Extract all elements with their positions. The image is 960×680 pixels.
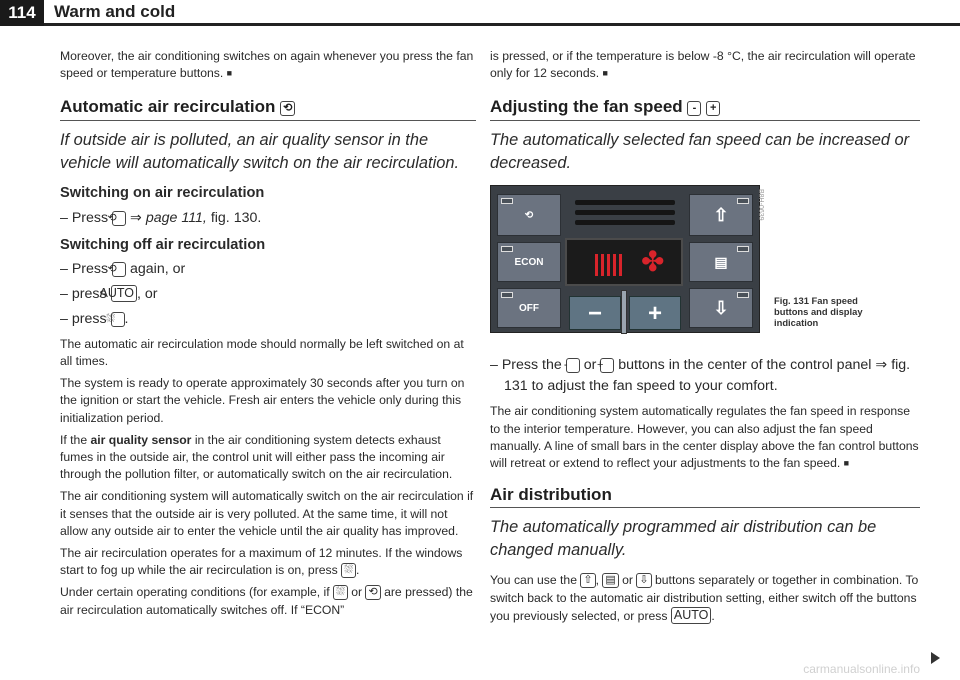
left-column — [60, 48, 476, 624]
off-panel-button: OFF — [497, 288, 561, 328]
minus-button-key: - — [566, 358, 580, 373]
vent-slot — [575, 210, 675, 215]
recirculation-button-icon: ⟲ — [365, 585, 380, 600]
plus-button-key: + — [600, 358, 614, 373]
paragraph: Under certain operating conditions (for example, if ⛆ or ⟲ are pressed) the air recirculation automatically switches off. If “ECON” — [60, 585, 473, 617]
fan-speed-bar — [619, 254, 622, 276]
continue-arrow-icon — [931, 652, 940, 664]
step-switch-on: – Press ⟲ ⇒ page 111, fig. 130. — [60, 209, 262, 226]
footwell-airflow-button-icon: ⇩ — [636, 573, 651, 588]
indicator-lamp — [737, 292, 749, 298]
figure-code: B8H-0639 — [757, 189, 765, 221]
defrost-button-icon: ⛆ — [341, 563, 356, 578]
auto-button-key: AUTO — [671, 607, 712, 624]
center-divider — [621, 290, 627, 334]
vent-slot — [575, 200, 675, 205]
upper-airflow-button-icon: ⇧ — [580, 573, 595, 588]
indicator-lamp — [501, 246, 513, 252]
step-switch-off-3: – press ⛆ . — [60, 310, 129, 327]
fan-icon: ✤ — [641, 246, 665, 278]
fan-speed-bar — [601, 254, 604, 276]
recirculation-button-icon: ⟲ — [112, 211, 126, 226]
fan-speed-bar — [613, 254, 616, 276]
section-title-fan-speed: Adjusting the fan speed - + — [490, 98, 920, 121]
middle-airflow-panel-button: ▤ — [689, 242, 753, 282]
defrost-button-icon: ⛆ — [111, 312, 125, 327]
recirculation-icon: ⟲ — [280, 101, 295, 116]
watermark: carmanualsonline.info — [803, 662, 920, 676]
paragraph: The automatic air recirculation mode should normally be left switched on at all times. — [60, 336, 464, 369]
indicator-lamp — [737, 198, 749, 204]
section-title-air-distribution: Air distribution — [490, 486, 920, 508]
end-mark-icon: ■ — [843, 458, 850, 469]
paragraph: The air recirculation operates for a maximum of 12 minutes. If the windows start to fog up while the air recirculation is on, press ⛆ . — [60, 546, 463, 578]
right-column — [490, 48, 920, 630]
header-rule — [44, 23, 960, 26]
subheading-switch-off: Switching off air recirculation — [60, 236, 266, 253]
step-switch-off-2: – press AUTO , or — [60, 285, 158, 302]
vent-slot — [575, 220, 675, 225]
paragraph: If the air quality sensor in the air conditioning system detects exhaust fumes in the outside air, the control unit will either pass the incoming air through the pollution filter, or automatically switch on the air recirculation. — [60, 432, 453, 482]
page-reference-link[interactable]: page 111, — [145, 209, 207, 226]
end-mark-icon: ■ — [226, 68, 233, 79]
plus-icon: + — [706, 101, 720, 116]
fan-minus-panel-button: − — [569, 296, 621, 330]
paragraph: You can use the ⇧ , ▤ or ⇩ buttons separately or together in combination. To switch back to the automatic air distribution setting, either switch off the buttons you previously selected, or press AUTO . — [490, 573, 919, 623]
end-mark-icon: ■ — [602, 68, 608, 79]
indicator-lamp — [737, 246, 749, 252]
indicator-lamp — [501, 292, 513, 298]
middle-airflow-button-icon: ▤ — [602, 573, 618, 588]
continued-paragraph: Moreover, the air conditioning switches on again whenever you press the fan speed or temperature buttons. ■ — [60, 49, 474, 81]
recirculation-panel-button: ⟲ — [497, 194, 561, 236]
paragraph: The system is ready to operate approximately 30 seconds after you turn on the ignition or start the vehicle. Fresh air enters the vehicle only during this initialization period. — [60, 376, 465, 425]
continued-paragraph: is pressed, or if the temperature is below -8 °C, the air recirculation will operate only for 12 seconds. ■ — [490, 49, 916, 81]
section-intro: If outside air is polluted, an air quality sensor in the vehicle will automatically switch on the air recirculation. — [60, 131, 460, 173]
recirculation-button-icon: ⟲ — [112, 262, 126, 277]
paragraph: The air conditioning system will automatically switch on the air recirculation if it senses that the outside air is very polluted. At the same time, it will not allow any outside air to enter the vehicle until the air quality has improved. — [60, 489, 474, 538]
defrost-button-icon: ⛆ — [333, 585, 348, 600]
fan-plus-panel-button: + — [629, 296, 681, 330]
step-adjust-fan: – Press the - or + buttons in the center of the control panel ⇒ fig. 131 to adjust the fan speed to your comfort. — [490, 357, 911, 395]
minus-icon: - — [687, 101, 701, 116]
econ-panel-button: ECON — [497, 242, 561, 282]
fan-speed-bar — [595, 254, 598, 276]
figure-fan-speed-panel — [490, 185, 920, 345]
section-title-recirculation: Automatic air recirculation ⟲ — [60, 98, 476, 121]
step-switch-off-1: – Press ⟲ again, or — [60, 260, 186, 277]
paragraph: The air conditioning system automatically regulates the fan speed in response to the interior temperature. However, you can also adjust the fan speed manually. A line of small bars in the center display above the fan control buttons will retreat or extend to reflect your adjustments to the fan speed. ■ — [490, 404, 919, 471]
figure-reference-link[interactable]: fig. 131 to adjust the fan speed to your comfort. — [504, 357, 911, 395]
indicator-lamp — [501, 198, 513, 204]
page-number: 114 — [0, 0, 44, 26]
fan-speed-bar — [607, 254, 610, 276]
footwell-airflow-panel-button: ⇩ — [689, 288, 753, 328]
auto-button-key: AUTO — [111, 285, 138, 302]
control-panel-image — [490, 185, 760, 333]
figure-caption: Fig. 131 Fan speed buttons and display indication — [774, 295, 863, 329]
section-intro: The automatically selected fan speed can be increased or decreased. — [490, 131, 910, 173]
fan-speed-display — [565, 238, 683, 286]
subheading-switch-on: Switching on air recirculation — [60, 185, 265, 202]
upper-airflow-panel-button: ⇧ — [689, 194, 753, 236]
section-intro: The automatically programmed air distribution can be changed manually. — [490, 518, 877, 560]
page-header-title: Warm and cold — [54, 2, 176, 21]
